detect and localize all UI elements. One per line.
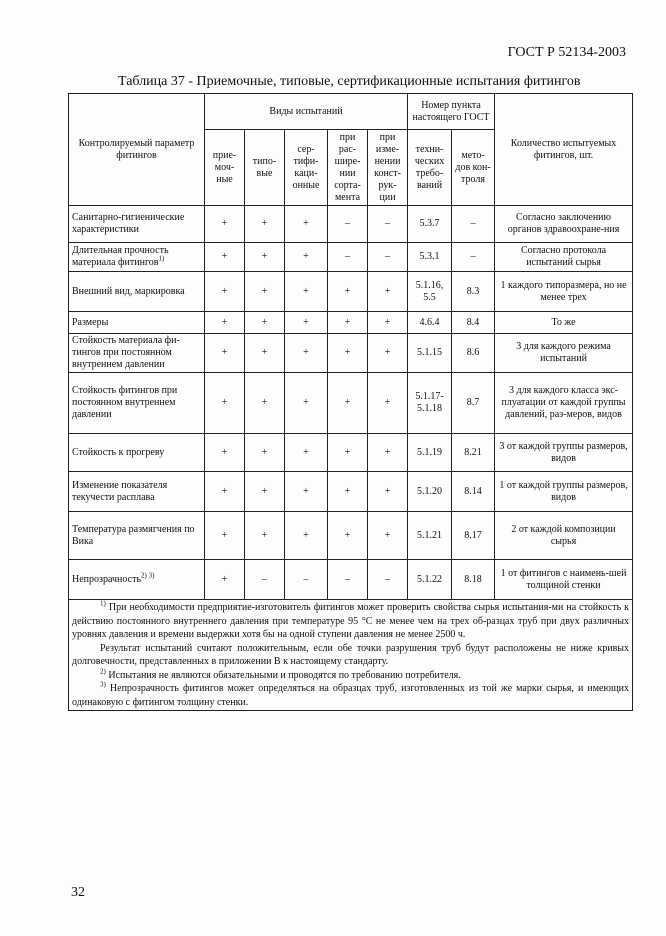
mark-cell: +: [245, 472, 285, 512]
param-cell: Длительная прочность материала фитингов$^{1)}$: [69, 243, 205, 272]
mark-cell: +: [205, 334, 245, 373]
method-clause-cell: 8.14: [452, 472, 495, 512]
param-cell: Изменение показателя текучести расплава: [69, 472, 205, 512]
mark-cell: +: [328, 373, 368, 434]
mark-cell: +: [368, 272, 408, 312]
quantity-cell: 3 для каждого режима испытаний: [495, 334, 633, 373]
method-clause-cell: –: [452, 206, 495, 243]
tech-clause-cell: 5.1.22: [408, 560, 452, 600]
table-row: [69, 206, 633, 243]
method-clause-cell: 8.21: [452, 434, 495, 472]
quantity-cell: Согласно заключению органов здравоохране-ния: [495, 206, 633, 243]
mark-cell: +: [285, 312, 328, 334]
header-quantity: Количество испытуемых фитингов, шт.: [495, 94, 633, 206]
header-type: типо-вые: [245, 130, 285, 206]
mark-cell: +: [205, 434, 245, 472]
quantity-cell: 3 для каждого класса экс-плуатации от каждой группы давлений, раз-меров, видов: [495, 373, 633, 434]
method-clause-cell: 8.3: [452, 272, 495, 312]
mark-cell: +: [368, 512, 408, 560]
mark-cell: +: [205, 560, 245, 600]
method-clause-cell: 8.6: [452, 334, 495, 373]
mark-cell: –: [328, 243, 368, 272]
method-clause-cell: 8.7: [452, 373, 495, 434]
mark-cell: +: [285, 373, 328, 434]
tech-clause-cell: 5.3.7: [408, 206, 452, 243]
param-cell: Стойкость фитингов при постоянном внутреннем давлении: [69, 373, 205, 434]
quantity-cell: 1 каждого типоразмера, но не менее трех: [495, 272, 633, 312]
mark-cell: –: [368, 560, 408, 600]
mark-cell: +: [245, 373, 285, 434]
mark-cell: +: [245, 312, 285, 334]
mark-cell: –: [328, 560, 368, 600]
method-clause-cell: –: [452, 243, 495, 272]
tech-clause-cell: 5.1.19: [408, 434, 452, 472]
mark-cell: +: [328, 272, 368, 312]
quantity-cell: 3 от каждой группы размеров, видов: [495, 434, 633, 472]
mark-cell: +: [285, 206, 328, 243]
tech-clause-cell: 4.6.4: [408, 312, 452, 334]
table-row: [69, 434, 633, 472]
tech-clause-cell: 5.1.21: [408, 512, 452, 560]
mark-cell: –: [368, 243, 408, 272]
quantity-cell: То же: [495, 312, 633, 334]
table-row: [69, 272, 633, 312]
tech-clause-cell: 5.1.16, 5.5: [408, 272, 452, 312]
tech-clause-cell: 5.3.1: [408, 243, 452, 272]
header-tech-req: техни-ческих требо-ваний: [408, 130, 452, 206]
table-caption: Таблица 37 - Приемочные, типовые, сертификационные испытания фитингов: [118, 74, 581, 89]
mark-cell: +: [328, 434, 368, 472]
mark-cell: +: [285, 243, 328, 272]
header-methods: мето-дов кон-троля: [452, 130, 495, 206]
mark-cell: +: [328, 512, 368, 560]
table-row: [69, 243, 633, 272]
header-design: при изме-нении конст-рук-ции: [368, 130, 408, 206]
mark-cell: +: [285, 472, 328, 512]
mark-cell: +: [285, 272, 328, 312]
mark-cell: +: [245, 512, 285, 560]
table-row: [69, 334, 633, 373]
param-cell: Размеры: [69, 312, 205, 334]
method-clause-cell: 8.4: [452, 312, 495, 334]
mark-cell: +: [205, 472, 245, 512]
table-row: [69, 560, 633, 600]
header-param: Контролируемый параметр фитингов: [69, 94, 205, 206]
mark-cell: +: [328, 334, 368, 373]
mark-cell: +: [205, 312, 245, 334]
method-clause-cell: 8.18: [452, 560, 495, 600]
tech-clause-cell: 5.1.15: [408, 334, 452, 373]
mark-cell: +: [285, 334, 328, 373]
mark-cell: –: [368, 206, 408, 243]
param-cell: Стойкость материала фи-тингов при постоянном внутреннем давлении: [69, 334, 205, 373]
mark-cell: +: [328, 312, 368, 334]
mark-cell: +: [368, 472, 408, 512]
param-cell: Внешний вид, маркировка: [69, 272, 205, 312]
mark-cell: +: [205, 206, 245, 243]
mark-cell: +: [245, 243, 285, 272]
mark-cell: +: [205, 243, 245, 272]
mark-cell: +: [205, 373, 245, 434]
tech-clause-cell: 5.1.20: [408, 472, 452, 512]
param-cell: Непрозрачность$^{2) 3)}$: [69, 560, 205, 600]
header-range: при рас-шире-нии сорта-мента: [328, 130, 368, 206]
mark-cell: +: [245, 206, 285, 243]
page-number: 32: [71, 885, 85, 900]
mark-cell: +: [245, 434, 285, 472]
mark-cell: +: [245, 334, 285, 373]
note-result: Результат испытаний считают положительным, если обе точки разрушения труб будут расположены не ниже кривых долговечности, представленных в приложении В к настоящему стандарту.: [72, 642, 630, 667]
quantity-cell: 2 от каждой композиции сырья: [495, 512, 633, 560]
table-row: [69, 373, 633, 434]
quantity-cell: 1 от каждой группы размеров, видов: [495, 472, 633, 512]
header-test-types: Виды испытаний: [205, 94, 408, 130]
table-row: [69, 472, 633, 512]
note-3: $^{3)}$ Непрозрачность фитингов может определяться на образцах труб, изготовленных из той же марки сырья, и имеющих одинаковую с фитингом толщину стенки.: [72, 680, 630, 708]
mark-cell: –: [328, 206, 368, 243]
note-2: $^{2)}$ Испытания не являются обязательными и проводятся по требованию потребителя.: [100, 667, 461, 681]
mark-cell: +: [285, 512, 328, 560]
tech-clause-cell: 5.1.17-5.1.18: [408, 373, 452, 434]
mark-cell: +: [285, 434, 328, 472]
table-row: [69, 312, 633, 334]
mark-cell: +: [205, 272, 245, 312]
mark-cell: +: [328, 472, 368, 512]
header-clause: Номер пункта настоящего ГОСТ: [408, 94, 495, 130]
mark-cell: +: [205, 512, 245, 560]
mark-cell: +: [368, 373, 408, 434]
table-notes: [69, 600, 633, 711]
mark-cell: +: [368, 312, 408, 334]
mark-cell: +: [368, 334, 408, 373]
method-clause-cell: 8.17: [452, 512, 495, 560]
standard-number: ГОСТ Р 52134-2003: [507, 45, 626, 60]
table-row: [69, 512, 633, 560]
quantity-cell: Согласно протокола испытаний сырья: [495, 243, 633, 272]
param-cell: Санитарно-гигиенические характеристики: [69, 206, 205, 243]
header-certification: сер-тифи-каци-онные: [285, 130, 328, 206]
mark-cell: –: [285, 560, 328, 600]
quantity-cell: 1 от фитингов с наимень-шей толщиной стенки: [495, 560, 633, 600]
test-table: [68, 93, 633, 711]
note-1: $^{1)}$ При необходимости предприятие-изготовитель фитингов может проверить свойства сырья испытания-ми на стойкость к действию постоянного внутреннего давления при температуре 95 °С не менее чем на трех об-разцах труб при двух различных уровнях давления и времени выдержки хотя бы на одной ступени давления не менее 2500 ч.: [72, 599, 630, 640]
header-acceptance: прие-моч-ные: [205, 130, 245, 206]
param-cell: Стойкость к прогреву: [69, 434, 205, 472]
mark-cell: +: [245, 272, 285, 312]
param-cell: Температура размягчения по Вика: [69, 512, 205, 560]
mark-cell: +: [368, 434, 408, 472]
mark-cell: –: [245, 560, 285, 600]
